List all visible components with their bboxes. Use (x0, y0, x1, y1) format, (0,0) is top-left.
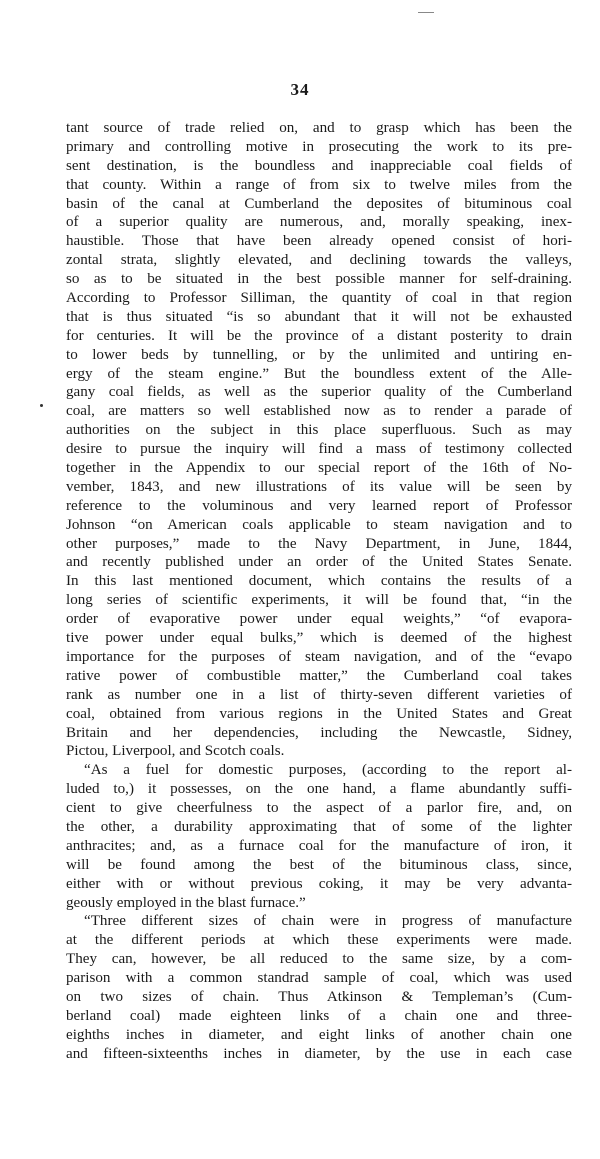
text-line: “Three different sizes of chain were in progress of manufacture (84, 913, 572, 930)
page-number: 34 (290, 80, 310, 99)
text-line: vember, 1843, and new illustrations of its value will be seen by (66, 478, 572, 495)
text-line: berland coal) made eighteen links of a chain one and three- (66, 1007, 572, 1024)
text-line: luded to,) it possesses, on the one hand, a flame abundantly suffi- (66, 781, 572, 798)
text-line: long series of scientific experiments, it will be found that, “in the (66, 592, 572, 609)
text-line: together in the Appendix to our special report of the 16th of No- (66, 460, 572, 477)
text-line: and fifteen-sixteenths inches in diameter, by the use in each case (66, 1045, 572, 1062)
text-line: the other, a durability approximating that of some of the lighter (66, 818, 572, 835)
text-line: gany coal fields, as well as the superior quality of the Cumberland (66, 384, 572, 401)
body-text (66, 119, 572, 1064)
text-line: They can, however, be all reduced to the same size, by a com- (66, 951, 572, 968)
text-line: In this last mentioned document, which contains the results of a (66, 573, 572, 590)
text-line: “As a fuel for domestic purposes, (according to the report al- (84, 762, 572, 779)
text-line: importance for the purposes of steam navigation, and of the “evapo (66, 648, 572, 665)
text-line: rative power of combustible matter,” the Cumberland coal takes (66, 667, 572, 684)
text-line: haustible. Those that have been already opened consist of hori- (66, 233, 572, 250)
text-line: rank as number one in a list of thirty-seven different varieties of (66, 686, 572, 703)
top-rule (418, 12, 434, 13)
text-line: eighths inches in diameter, and eight links of another chain one (66, 1026, 572, 1043)
text-line: sent destination, is the boundless and inappreciable coal fields of (66, 157, 572, 174)
text-line: basin of the canal at Cumberland the deposites of bituminous coal (66, 195, 572, 212)
text-line: coal, are matters so well established now as to render a parade of (66, 403, 572, 420)
text-line: authorities on the subject in this place superfluous. Such as may (66, 422, 572, 439)
text-line: Britain and her dependencies, including the Newcastle, Sidney, (66, 724, 572, 741)
text-line: other purposes,” made to the Navy Department, in June, 1844, (66, 535, 572, 552)
text-line: ergy of the steam engine.” But the boundless extent of the Alle- (66, 365, 572, 382)
text-line: coal, obtained from various regions in the United States and Great (66, 705, 572, 722)
text-line: so as to be situated in the best possible manner for self-draining. (66, 271, 572, 288)
text-line: that county. Within a range of from six to twelve miles from the (66, 176, 572, 193)
text-line: either with or without previous coking, it may be very advanta- (66, 875, 572, 892)
text-line: order of evaporative power under equal weights,” “of evapora- (66, 611, 572, 628)
text-line: for centuries. It will be the province of a distant posterity to drain (66, 327, 572, 344)
text-line: of a superior quality are numerous, and, morally speaking, inex- (66, 214, 572, 231)
text-line: Pictou, Liverpool, and Scotch coals. (66, 743, 285, 760)
text-line: will be found among the best of the bituminous class, since, (66, 856, 572, 873)
text-line: According to Professor Silliman, the quantity of coal in that region (66, 290, 572, 307)
text-line: geously employed in the blast furnace.” (66, 894, 306, 911)
text-line: tant source of trade relied on, and to grasp which has been the (66, 120, 572, 136)
text-line: zontal strata, slightly elevated, and declining towards the valleys, (66, 252, 572, 269)
margin-mark (40, 404, 43, 407)
text-line: to lower beds by tunnelling, or by the unlimited and untiring en- (66, 346, 572, 363)
text-line: tive power under equal bulks,” which is deemed of the highest (66, 630, 572, 647)
text-line: primary and controlling motive in prosecuting the work to its pre- (66, 138, 572, 155)
text-line: desire to pursue the inquiry will find a mass of testimony collected (66, 441, 572, 458)
text-line: at the different periods at which these experiments were made. (66, 932, 572, 949)
text-line: cient to give cheerfulness to the aspect of a parlor fire, and, on (66, 800, 572, 817)
text-line: Johnson “on American coals applicable to steam navigation and to (66, 516, 572, 533)
text-line: on two sizes of chain. Thus Atkinson & Templeman’s (Cum- (66, 988, 572, 1005)
text-line: reference to the voluminous and very learned report of Professor (66, 497, 572, 514)
text-line: that is thus situated “is so abundant that it will not be exhausted (66, 308, 572, 325)
text-line: anthracites; and, as a furnace coal for the manufacture of iron, it (66, 837, 572, 854)
text-line: and recently published under an order of the United States Senate. (66, 554, 572, 571)
text-line: parison with a common standrad sample of coal, which was used (66, 970, 572, 987)
